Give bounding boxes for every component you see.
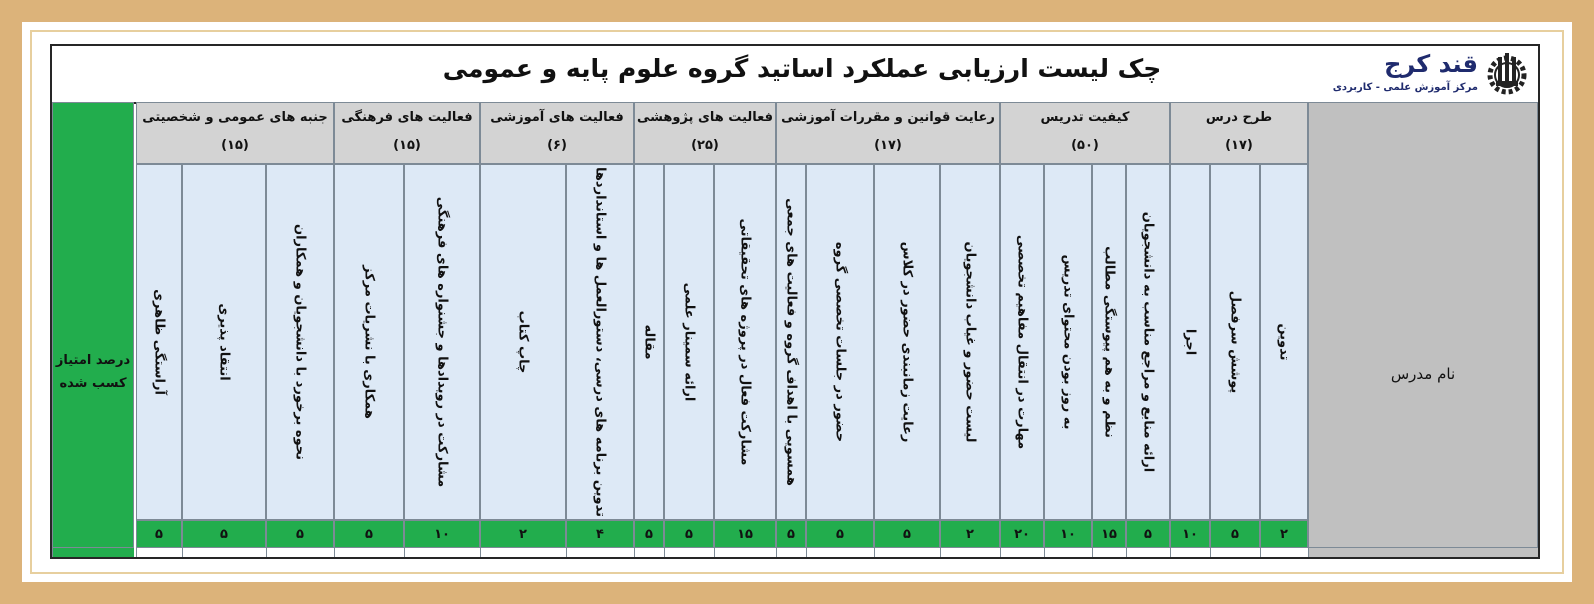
criterion-header [1044,164,1092,520]
empty-cell[interactable] [1126,548,1170,559]
title-bar [52,46,1538,104]
criterion-max-score: ۵ [182,520,266,548]
empty-cell[interactable] [182,548,266,559]
criterion-label: ارائه منابع و مراجع مناسب به دانشجویان [1140,211,1156,473]
criterion-max-score: ۵ [664,520,714,548]
criterion-label: آراستگی ظاهری [151,289,167,395]
criterion-label: رعایت زمانبندی حضور در کلاس [899,241,915,443]
criterion-max-score: ۱۰ [1170,520,1210,548]
criterion-max-score: ۲ [940,520,1000,548]
empty-cell[interactable] [1260,548,1308,559]
criterion-header [806,164,874,520]
criterion-header [136,164,182,520]
logo-subtitle: مرکز آموزش علمی - کاربردی [1332,82,1478,93]
empty-cell[interactable] [776,548,806,559]
group-header [334,102,480,164]
criterion-max-score: ۲ [480,520,566,548]
empty-name-cell[interactable] [1308,548,1538,559]
criterion-max-score: ۵ [1210,520,1260,548]
empty-cell[interactable] [404,548,480,559]
criterion-max-score: ۱۰ [404,520,480,548]
group-header [480,102,634,164]
empty-cell[interactable] [874,548,940,559]
evaluation-sheet [50,44,1540,559]
criterion-label: نحوه برخورد با دانشجویان و همکاران [292,223,308,461]
criterion-label: همکاری با نشریات مرکز [361,265,377,419]
group-title: طرح درس [1205,110,1273,125]
criterion-max-score: ۵ [266,520,334,548]
empty-cell[interactable] [1210,548,1260,559]
empty-cell[interactable] [634,548,664,559]
criterion-label: به روز بودن محتوای تدریس [1060,254,1076,430]
group-max-score: (۱۵) [221,138,249,153]
criterion-header [874,164,940,520]
criterion-label: حضور در جلسات تخصصی گروه [832,241,848,443]
teacher-name-header [1308,102,1538,548]
criterion-header [1092,164,1126,520]
group-title: رعایت قوانین و مقررات آموزشی [781,110,995,125]
group-max-score: (۲۵) [691,138,719,153]
group-header [776,102,1000,164]
teacher-name-label: نام مدرس [1390,365,1456,383]
criterion-max-score: ۵ [1126,520,1170,548]
criterion-max-score: ۱۰ [1044,520,1092,548]
criterion-header [1170,164,1210,520]
empty-cell[interactable] [136,548,182,559]
criterion-max-score: ۲۰ [1000,520,1044,548]
criterion-header [182,164,266,520]
percent-score-label: درصد امتیاز کسب شده [55,353,131,391]
empty-cell[interactable] [566,548,634,559]
empty-cell[interactable] [940,548,1000,559]
criterion-header [940,164,1000,520]
criterion-header [1210,164,1260,520]
group-header [1170,102,1308,164]
criterion-label: مهارت در انتقال مفاهیم تخصصی [1014,234,1030,450]
group-max-score: (۵۰) [1071,138,1099,153]
criterion-max-score: ۵ [334,520,404,548]
group-max-score: (۱۵) [393,138,421,153]
criterion-header [1000,164,1044,520]
criterion-header [1260,164,1308,520]
criterion-header [480,164,566,520]
empty-cell[interactable] [266,548,334,559]
criterion-header [776,164,806,520]
criterion-header [664,164,714,520]
group-max-score: (۱۷) [1225,138,1253,153]
group-title: فعالیت های پژوهشی [637,110,773,125]
criterion-label: ارائه سمینار علمی [681,282,697,402]
group-title: جنبه های عمومی و شخصیتی [142,110,328,125]
criterion-label: انتقاد پذیری [216,303,232,381]
criterion-label: مشارکت فعال در پروژه های تحقیقاتی [737,218,753,466]
criterion-header [634,164,664,520]
criterion-max-score: ۵ [136,520,182,548]
criterion-label: مقاله [641,324,657,360]
empty-cell[interactable] [714,548,776,559]
criterion-header [266,164,334,520]
empty-cell[interactable] [1170,548,1210,559]
criterion-max-score: ۱۵ [714,520,776,548]
page-title: چک لیست ارزیابی عملکرد اساتید گروه علوم پایه و عمومی [442,54,1162,83]
factory-gear-icon [1484,51,1530,95]
percent-score-header [52,102,134,548]
criterion-max-score: ۵ [776,520,806,548]
criterion-label: چاپ کتاب [515,310,531,374]
criterion-max-score: ۲ [1260,520,1308,548]
group-max-score: (۱۷) [874,138,902,153]
empty-cell[interactable] [806,548,874,559]
empty-cell[interactable] [1092,548,1126,559]
empty-cell[interactable] [480,548,566,559]
criterion-label: همسویی با اهداف گروه و فعالیت های جمعی [783,198,799,486]
criterion-header [404,164,480,520]
group-title: فعالیت های آموزشی [490,110,624,125]
criterion-header [714,164,776,520]
criterion-header [334,164,404,520]
logo-name: قند کرج [1384,50,1478,78]
criterion-label: اجرا [1182,328,1198,356]
criterion-header [566,164,634,520]
group-header [634,102,776,164]
empty-cell[interactable] [664,548,714,559]
empty-data-row [52,548,1538,559]
group-title: فعالیت های فرهنگی [341,110,473,125]
criterion-label: نظم و به هم پیوستگی مطالب [1101,246,1117,438]
logo [1332,50,1530,98]
empty-cell[interactable] [1000,548,1044,559]
criterion-max-score: ۵ [806,520,874,548]
criterion-label: پوشش سرفصل [1227,290,1243,394]
criterion-header [1126,164,1170,520]
criterion-label: تدوین برنامه های درسی، دستورالعمل ها و استانداردها [592,167,608,517]
empty-percent-cell[interactable] [52,548,134,559]
criterion-max-score: ۵ [874,520,940,548]
criterion-max-score: ۵ [634,520,664,548]
empty-cell[interactable] [334,548,404,559]
group-title: کیفیت تدریس [1040,110,1130,125]
criterion-max-score: ۴ [566,520,634,548]
empty-cell[interactable] [1044,548,1092,559]
group-header [1000,102,1170,164]
group-header [136,102,334,164]
criterion-label: مشارکت در رویدادها و جشنواره های فرهنگی [434,196,450,488]
criterion-label: تدوین [1276,323,1292,361]
criterion-label: لیست حضور و غیاب دانشجویان [962,241,978,443]
group-max-score: (۶) [547,138,567,153]
criterion-max-score: ۱۵ [1092,520,1126,548]
